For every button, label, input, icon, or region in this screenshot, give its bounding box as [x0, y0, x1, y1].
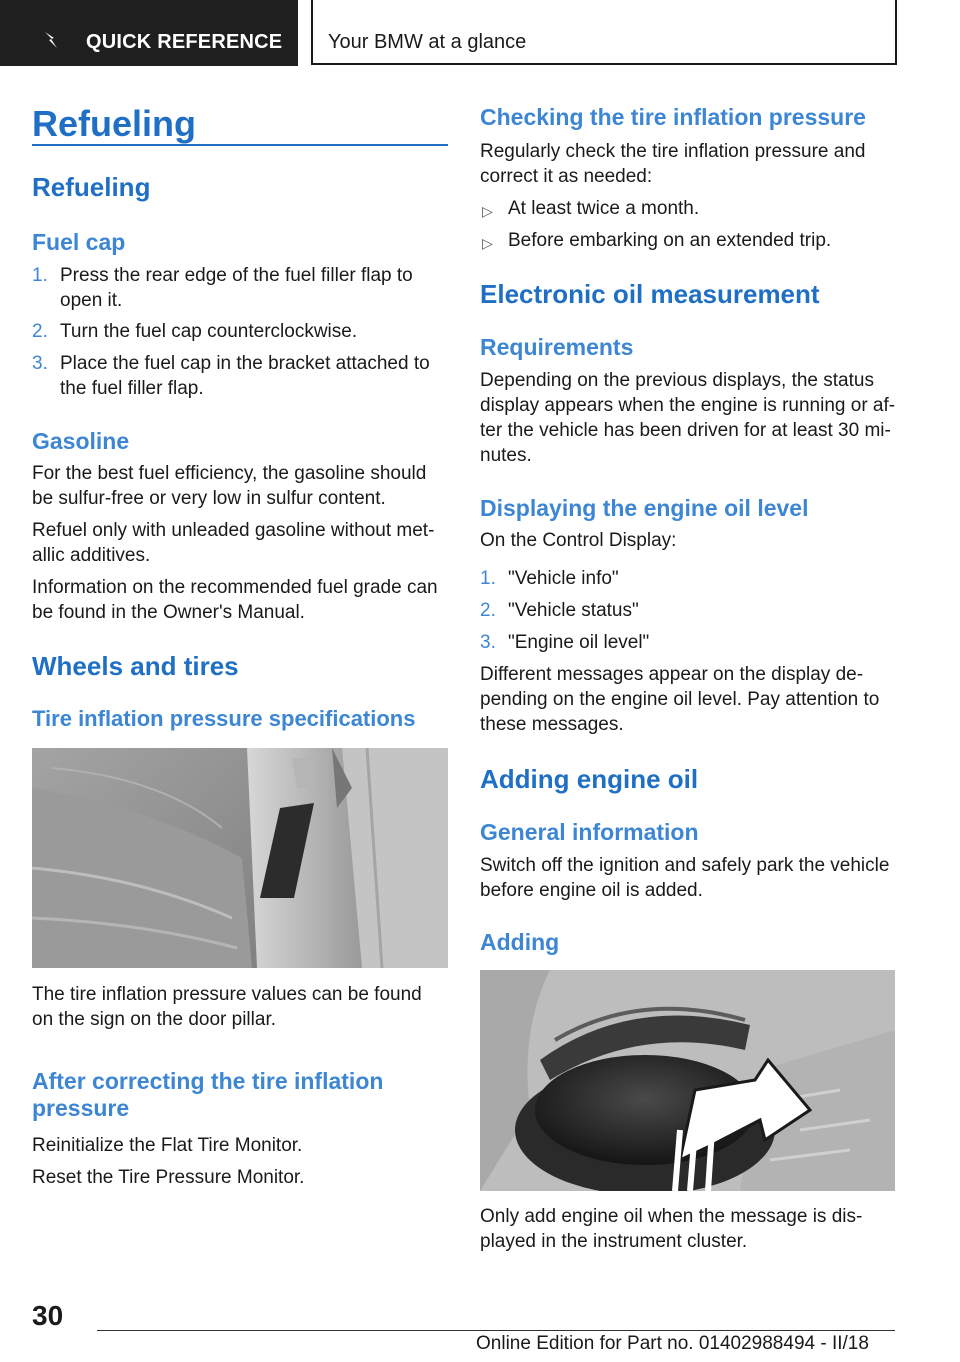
text-line: on the sign on the door pillar. [32, 1009, 277, 1030]
adding-heading: Adding [480, 929, 560, 955]
after-correcting-heading [32, 1068, 383, 1122]
display-level-heading: Displaying the engine oil level [480, 495, 809, 521]
wheels-heading: Wheels and tires [32, 651, 239, 681]
door-pillar-image [32, 748, 448, 968]
requirements-heading: Requirements [480, 334, 634, 360]
paragraph [480, 368, 900, 468]
list-text: "Engine oil level" [508, 632, 650, 653]
title-rule [32, 144, 448, 146]
tire-spec-heading: Tire inflation pressure specifications [32, 706, 416, 731]
page-title: Refueling [32, 103, 197, 144]
image-caption [480, 1204, 900, 1254]
text-line: For the best fuel efficiency, the gasoline should [32, 463, 427, 484]
paragraph [32, 518, 452, 568]
footer-rule [97, 1330, 895, 1331]
paragraph [480, 139, 900, 189]
section-label: QUICK REFERENCE [86, 31, 283, 53]
list-number: 3. [32, 353, 48, 374]
text-line: Different messages appear on the display de- [480, 664, 864, 685]
text-line: allic additives. [32, 545, 151, 566]
triangle-bullet-icon: ▷ [482, 235, 493, 251]
triangle-bullet-icon: ▷ [482, 203, 493, 219]
bullet-text: At least twice a month. [508, 198, 700, 219]
text-line: Depending on the previous displays, the status [480, 370, 874, 391]
list-text: "Vehicle status" [508, 600, 639, 621]
general-info-heading: General information [480, 819, 699, 845]
checking-heading: Checking the tire inflation pressure [480, 104, 866, 130]
text-line: correct it as needed: [480, 166, 653, 187]
list-text: open it. [60, 290, 123, 311]
heading-line: After correcting the tire inflation [32, 1068, 384, 1094]
page-number: 30 [32, 1300, 64, 1331]
text-line: played in the instrument cluster. [480, 1231, 748, 1252]
text-line: pending on the engine oil level. Pay attention to [480, 689, 880, 710]
list-number: 2. [480, 600, 496, 621]
chapter-header [311, 0, 897, 65]
list-text: the fuel filler flap. [60, 378, 204, 399]
paragraph [32, 461, 452, 511]
text-line: Only add engine oil when the message is dis- [480, 1206, 863, 1227]
text-line: Information on the recommended fuel grade can [32, 577, 438, 598]
section-tab [0, 0, 298, 66]
adding-oil-heading: Adding engine oil [480, 764, 699, 794]
text-line: be found in the Owner's Manual. [32, 602, 305, 623]
gasoline-heading: Gasoline [32, 428, 130, 454]
text-line: Refuel only with unleaded gasoline without met- [32, 520, 435, 541]
text-line: be sulfur-free or very low in sulfur content. [32, 488, 386, 509]
bullet-text: Before embarking on an extended trip. [508, 230, 832, 251]
quick-reference-icon [43, 30, 63, 50]
list-text: "Vehicle info" [508, 568, 619, 589]
text-line: nutes. [480, 445, 532, 466]
fuel-cap-heading: Fuel cap [32, 229, 126, 255]
text-line: Reinitialize the Flat Tire Monitor. [32, 1135, 303, 1156]
list-text: Place the fuel cap in the bracket attached to [60, 353, 430, 374]
paragraph [32, 1130, 452, 1194]
text-line: Reset the Tire Pressure Monitor. [32, 1167, 305, 1188]
text-line: these messages. [480, 714, 624, 735]
list-number: 2. [32, 321, 48, 342]
text-line: ter the vehicle has been driven for at least 30 mi- [480, 420, 891, 441]
edition-text: Online Edition for Part no. 01402988494 - II/18 [476, 1333, 869, 1354]
paragraph [480, 853, 900, 903]
text-line: Switch off the ignition and safely park the vehicle [480, 855, 890, 876]
text-line: Regularly check the tire inflation pressure and [480, 141, 866, 162]
paragraph [32, 575, 452, 625]
list-number: 1. [480, 568, 496, 589]
image-caption [32, 982, 452, 1032]
paragraph [480, 662, 900, 737]
refueling-heading: Refueling [32, 172, 151, 202]
list-number: 3. [480, 632, 496, 653]
list-number: 1. [32, 265, 48, 286]
paragraph: On the Control Display: [480, 530, 677, 551]
oil-cap-image [480, 970, 895, 1191]
heading-line: pressure [32, 1095, 130, 1121]
chapter-title: Your BMW at a glance [328, 31, 527, 53]
text-line: The tire inflation pressure values can be found [32, 984, 422, 1005]
text-line: display appears when the engine is running or af- [480, 395, 896, 416]
text-line: before engine oil is added. [480, 880, 703, 901]
oil-measure-heading: Electronic oil measurement [480, 279, 820, 309]
list-text: Press the rear edge of the fuel filler flap to [60, 265, 413, 286]
list-text: Turn the fuel cap counterclockwise. [60, 321, 358, 342]
